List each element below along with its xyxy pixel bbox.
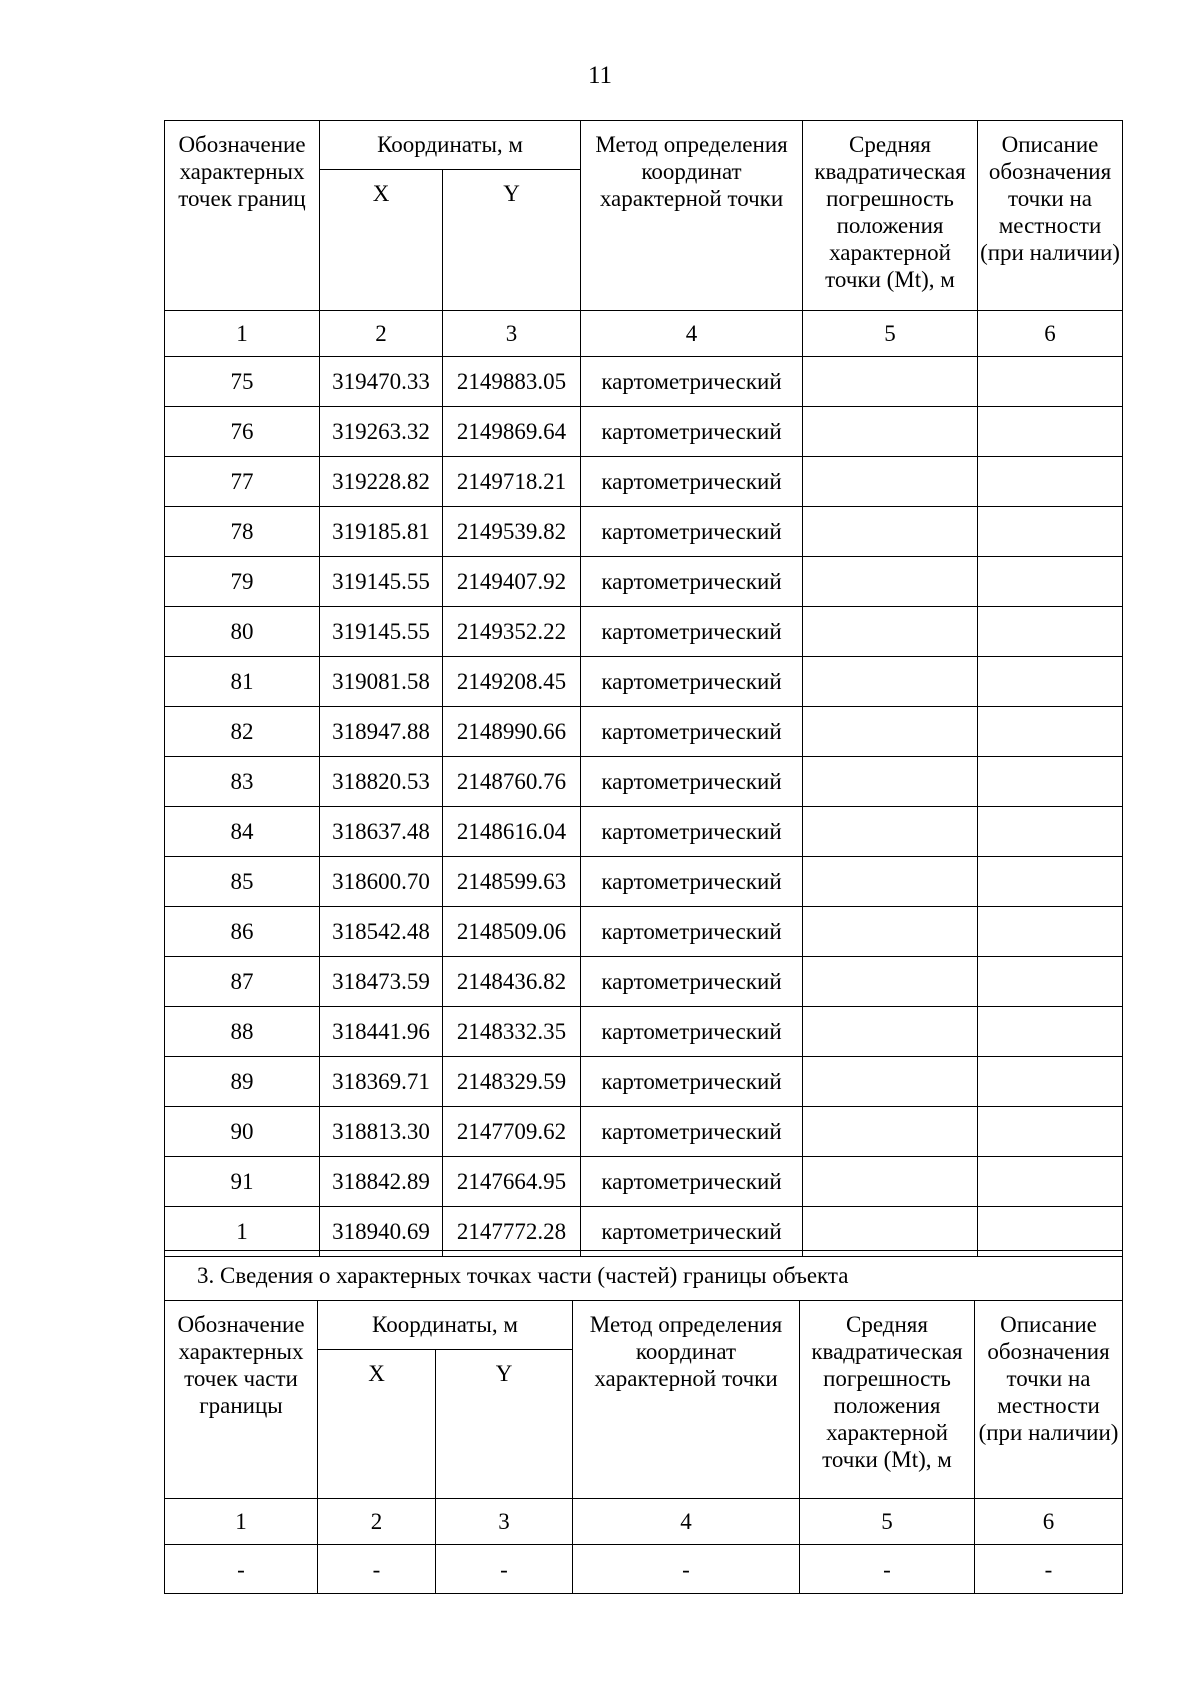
y-coordinate-cell: 2148329.59 [443, 1057, 581, 1107]
x-coordinate-cell: 318600.70 [320, 857, 443, 907]
point-id-cell: 85 [165, 857, 320, 907]
table-row [165, 1057, 1123, 1107]
table-row [165, 507, 1123, 557]
column-number: 1 [165, 1499, 318, 1545]
x-coordinate-cell: 318813.30 [320, 1107, 443, 1157]
page-number: 11 [587, 62, 613, 89]
method-cell: картометрический [581, 1157, 803, 1207]
method-cell: картометрический [581, 457, 803, 507]
part-boundary-points-table [164, 1250, 1123, 1594]
section-title-row [165, 1251, 1123, 1301]
point-id-cell: 82 [165, 707, 320, 757]
table-cell: - [165, 1545, 318, 1594]
error-cell [803, 457, 978, 507]
column-number: 1 [165, 311, 320, 357]
method-cell: картометрический [581, 707, 803, 757]
x-coordinate-cell: 319081.58 [320, 657, 443, 707]
header-coordinates: Координаты, м [318, 1301, 573, 1350]
header-method: Метод определения координат характерной точки [573, 1301, 800, 1499]
description-cell [978, 807, 1123, 857]
point-id-cell: 77 [165, 457, 320, 507]
error-cell [803, 857, 978, 907]
error-cell [803, 657, 978, 707]
x-coordinate-cell: 319185.81 [320, 507, 443, 557]
table-cell: - [436, 1545, 573, 1594]
description-cell [978, 1057, 1123, 1107]
description-cell [978, 507, 1123, 557]
y-coordinate-cell: 2149869.64 [443, 407, 581, 457]
table-header-row [165, 1301, 1123, 1350]
error-cell [803, 1107, 978, 1157]
error-cell [803, 607, 978, 657]
header-y: Y [443, 170, 581, 311]
table-row [165, 607, 1123, 657]
point-id-cell: 81 [165, 657, 320, 707]
method-cell: картометрический [581, 357, 803, 407]
description-cell [978, 1207, 1123, 1257]
description-cell [978, 707, 1123, 757]
y-coordinate-cell: 2147772.28 [443, 1207, 581, 1257]
error-cell [803, 1207, 978, 1257]
x-coordinate-cell: 318637.48 [320, 807, 443, 857]
header-designation: Обозначение характерных точек границ [165, 121, 320, 311]
y-coordinate-cell: 2148509.06 [443, 907, 581, 957]
error-cell [803, 957, 978, 1007]
column-number-row [165, 1499, 1123, 1545]
point-id-cell: 86 [165, 907, 320, 957]
x-coordinate-cell: 318947.88 [320, 707, 443, 757]
method-cell: картометрический [581, 607, 803, 657]
header-description: Описание обозначения точки на местности (при наличии) [975, 1301, 1123, 1499]
description-cell [978, 357, 1123, 407]
table-row [165, 757, 1123, 807]
description-cell [978, 1157, 1123, 1207]
table-cell: - [975, 1545, 1123, 1594]
description-cell [978, 757, 1123, 807]
point-id-cell: 87 [165, 957, 320, 1007]
y-coordinate-cell: 2149883.05 [443, 357, 581, 407]
y-coordinate-cell: 2149539.82 [443, 507, 581, 557]
points-body [165, 357, 1123, 1257]
header-error: Средняя квадратическая погрешность положения характерной точки (Mt), м [803, 121, 978, 311]
table-row [165, 907, 1123, 957]
method-cell: картометрический [581, 807, 803, 857]
point-id-cell: 1 [165, 1207, 320, 1257]
description-cell [978, 1107, 1123, 1157]
method-cell: картометрический [581, 1107, 803, 1157]
column-number: 2 [318, 1499, 436, 1545]
table-row [165, 357, 1123, 407]
column-number: 5 [803, 311, 978, 357]
description-cell [978, 1007, 1123, 1057]
point-id-cell: 78 [165, 507, 320, 557]
description-cell [978, 407, 1123, 457]
table-row [165, 1207, 1123, 1257]
description-cell [978, 607, 1123, 657]
point-id-cell: 80 [165, 607, 320, 657]
table-row [165, 957, 1123, 1007]
column-number-row [165, 311, 1123, 357]
x-coordinate-cell: 318369.71 [320, 1057, 443, 1107]
point-id-cell: 88 [165, 1007, 320, 1057]
y-coordinate-cell: 2148436.82 [443, 957, 581, 1007]
header-error: Средняя квадратическая погрешность положения характерной точки (Mt), м [800, 1301, 975, 1499]
y-coordinate-cell: 2149718.21 [443, 457, 581, 507]
y-coordinate-cell: 2149407.92 [443, 557, 581, 607]
y-coordinate-cell: 2148332.35 [443, 1007, 581, 1057]
table-row [165, 657, 1123, 707]
x-coordinate-cell: 318820.53 [320, 757, 443, 807]
point-id-cell: 84 [165, 807, 320, 857]
error-cell [803, 1007, 978, 1057]
section3-title: 3. Сведения о характерных точках части (частей) границы объекта [165, 1251, 1123, 1301]
x-coordinate-cell: 318473.59 [320, 957, 443, 1007]
method-cell: картометрический [581, 1057, 803, 1107]
point-id-cell: 79 [165, 557, 320, 607]
method-cell: картометрический [581, 657, 803, 707]
method-cell: картометрический [581, 507, 803, 557]
column-number: 3 [443, 311, 581, 357]
x-coordinate-cell: 319263.32 [320, 407, 443, 457]
error-cell [803, 707, 978, 757]
x-coordinate-cell: 318542.48 [320, 907, 443, 957]
table-cell: - [318, 1545, 436, 1594]
error-cell [803, 357, 978, 407]
error-cell [803, 407, 978, 457]
y-coordinate-cell: 2148599.63 [443, 857, 581, 907]
point-id-cell: 75 [165, 357, 320, 407]
table-row [165, 1157, 1123, 1207]
header-designation: Обозначение характерных точек части границы [165, 1301, 318, 1499]
method-cell: картометрический [581, 407, 803, 457]
table-row [165, 1545, 1123, 1594]
error-cell [803, 757, 978, 807]
header-x: X [318, 1350, 436, 1499]
x-coordinate-cell: 318940.69 [320, 1207, 443, 1257]
column-number: 4 [573, 1499, 800, 1545]
table-header-row [165, 121, 1123, 170]
x-coordinate-cell: 319145.55 [320, 607, 443, 657]
table-row [165, 1107, 1123, 1157]
column-number: 4 [581, 311, 803, 357]
description-cell [978, 457, 1123, 507]
method-cell: картометрический [581, 857, 803, 907]
point-id-cell: 83 [165, 757, 320, 807]
column-number: 5 [800, 1499, 975, 1545]
description-cell [978, 957, 1123, 1007]
table-row [165, 557, 1123, 607]
error-cell [803, 557, 978, 607]
method-cell: картометрический [581, 957, 803, 1007]
table-row [165, 1007, 1123, 1057]
table-cell: - [800, 1545, 975, 1594]
error-cell [803, 1157, 978, 1207]
description-cell [978, 857, 1123, 907]
x-coordinate-cell: 319145.55 [320, 557, 443, 607]
error-cell [803, 907, 978, 957]
x-coordinate-cell: 319470.33 [320, 357, 443, 407]
y-coordinate-cell: 2148990.66 [443, 707, 581, 757]
header-x: X [320, 170, 443, 311]
header-y: Y [436, 1350, 573, 1499]
table-row [165, 807, 1123, 857]
point-id-cell: 91 [165, 1157, 320, 1207]
y-coordinate-cell: 2148760.76 [443, 757, 581, 807]
table-row [165, 407, 1123, 457]
error-cell [803, 807, 978, 857]
point-id-cell: 76 [165, 407, 320, 457]
description-cell [978, 657, 1123, 707]
table-row [165, 857, 1123, 907]
method-cell: картометрический [581, 1007, 803, 1057]
method-cell: картометрический [581, 557, 803, 607]
y-coordinate-cell: 2147664.95 [443, 1157, 581, 1207]
y-coordinate-cell: 2148616.04 [443, 807, 581, 857]
x-coordinate-cell: 318842.89 [320, 1157, 443, 1207]
column-number: 6 [975, 1499, 1123, 1545]
y-coordinate-cell: 2149352.22 [443, 607, 581, 657]
description-cell [978, 907, 1123, 957]
method-cell: картометрический [581, 757, 803, 807]
error-cell [803, 1057, 978, 1107]
header-method: Метод определения координат характерной точки [581, 121, 803, 311]
boundary-points-table [164, 120, 1123, 1257]
error-cell [803, 507, 978, 557]
header-description: Описание обозначения точки на местности (при наличии) [978, 121, 1123, 311]
table-row [165, 707, 1123, 757]
point-id-cell: 89 [165, 1057, 320, 1107]
table-row [165, 457, 1123, 507]
table-cell: - [573, 1545, 800, 1594]
header-coordinates: Координаты, м [320, 121, 581, 170]
y-coordinate-cell: 2149208.45 [443, 657, 581, 707]
method-cell: картометрический [581, 907, 803, 957]
description-cell [978, 557, 1123, 607]
y-coordinate-cell: 2147709.62 [443, 1107, 581, 1157]
method-cell: картометрический [581, 1207, 803, 1257]
x-coordinate-cell: 319228.82 [320, 457, 443, 507]
column-number: 6 [978, 311, 1123, 357]
column-number: 3 [436, 1499, 573, 1545]
point-id-cell: 90 [165, 1107, 320, 1157]
x-coordinate-cell: 318441.96 [320, 1007, 443, 1057]
column-number: 2 [320, 311, 443, 357]
